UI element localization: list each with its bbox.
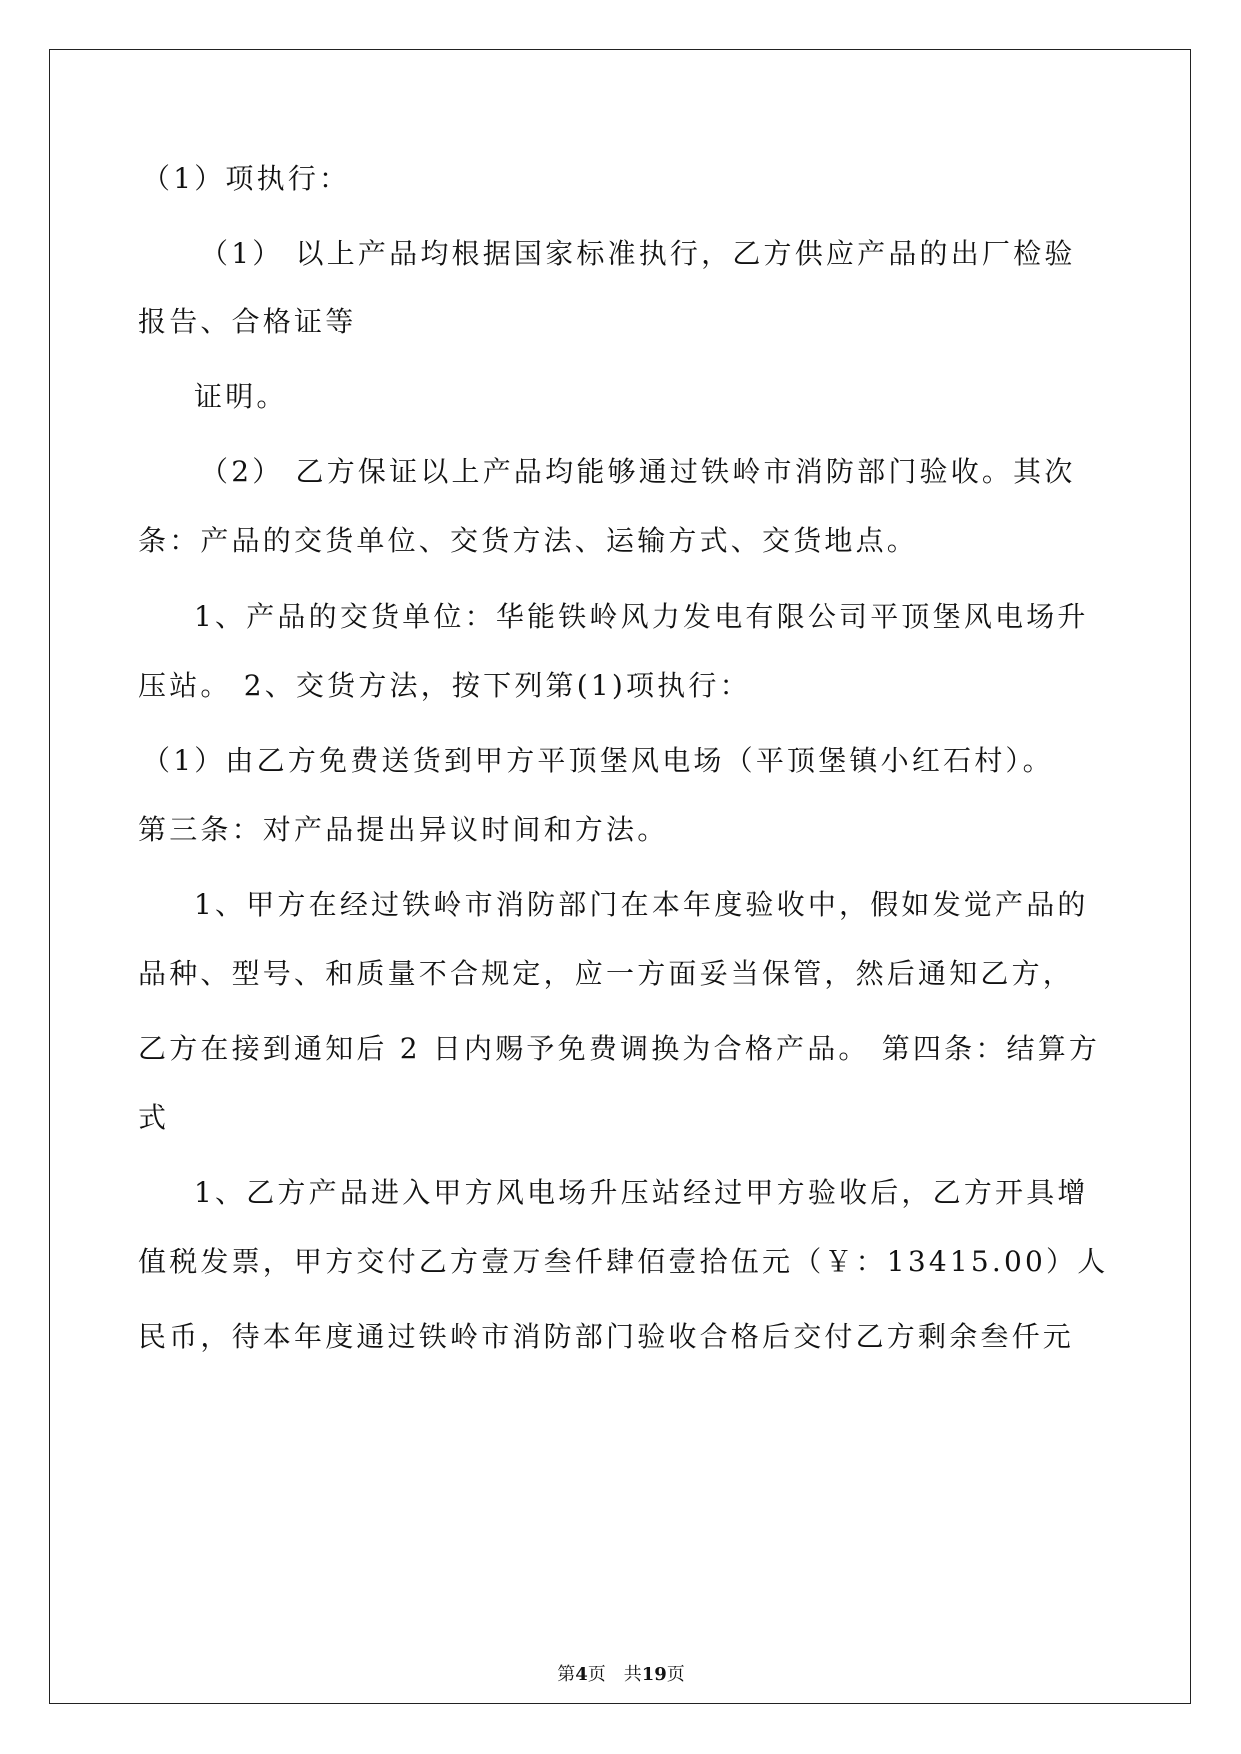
text-line-7: 1、产品的交货单位：华能铁岭风力发电有限公司平顶堡风电场升 xyxy=(194,600,1089,633)
text-line-13: 乙方在接到通知后 2 日内赐予免费调换为合格产品。 第四条：结算方 xyxy=(138,1032,1101,1065)
text-line-8: 压站。 2、交货方法，按下列第(1)项执行： xyxy=(138,669,751,702)
footer-prefix: 第 xyxy=(557,1664,576,1685)
text-line-10: 第三条：对产品提出异议时间和方法。 xyxy=(138,813,669,846)
text-line-12: 品种、型号、和质量不合规定，应一方面妥当保管，然后通知乙方， xyxy=(138,957,1075,990)
text-line-4: 证明。 xyxy=(194,380,288,413)
text-line-5: （2） 乙方保证以上产品均能够通过铁岭市消防部门验收。其次 xyxy=(200,455,1076,488)
text-line-1: （1）项执行： xyxy=(142,162,351,195)
text-line-2: （1） 以上产品均根据国家标准执行，乙方供应产品的出厂检验 xyxy=(200,237,1076,270)
footer-total-pages: 19 xyxy=(641,1664,667,1685)
text-line-14: 式 xyxy=(138,1101,170,1134)
text-line-11: 1、甲方在经过铁岭市消防部门在本年度验收中，假如发觉产品的 xyxy=(194,888,1089,921)
text-line-3: 报告、合格证等 xyxy=(138,305,357,338)
page-footer xyxy=(50,1664,1192,1686)
footer-page-number: 4 xyxy=(575,1664,588,1685)
text-line-6: 条：产品的交货单位、交货方法、运输方式、交货地点。 xyxy=(138,524,919,557)
text-line-16: 值税发票，甲方交付乙方壹万叁仟肆佰壹拾伍元（￥：13415.00）人 xyxy=(138,1245,1109,1278)
footer-middle: 页 共 xyxy=(587,1664,642,1685)
page-frame xyxy=(49,49,1191,1704)
text-line-9: （1）由乙方免费送货到甲方平顶堡风电场（平顶堡镇小红石村）。 xyxy=(142,744,1054,777)
footer-suffix: 页 xyxy=(666,1664,685,1685)
text-line-17: 民币，待本年度通过铁岭市消防部门验收合格后交付乙方剩余叁仟元 xyxy=(138,1320,1075,1353)
text-line-15: 1、乙方产品进入甲方风电场升压站经过甲方验收后，乙方开具增 xyxy=(194,1176,1089,1209)
